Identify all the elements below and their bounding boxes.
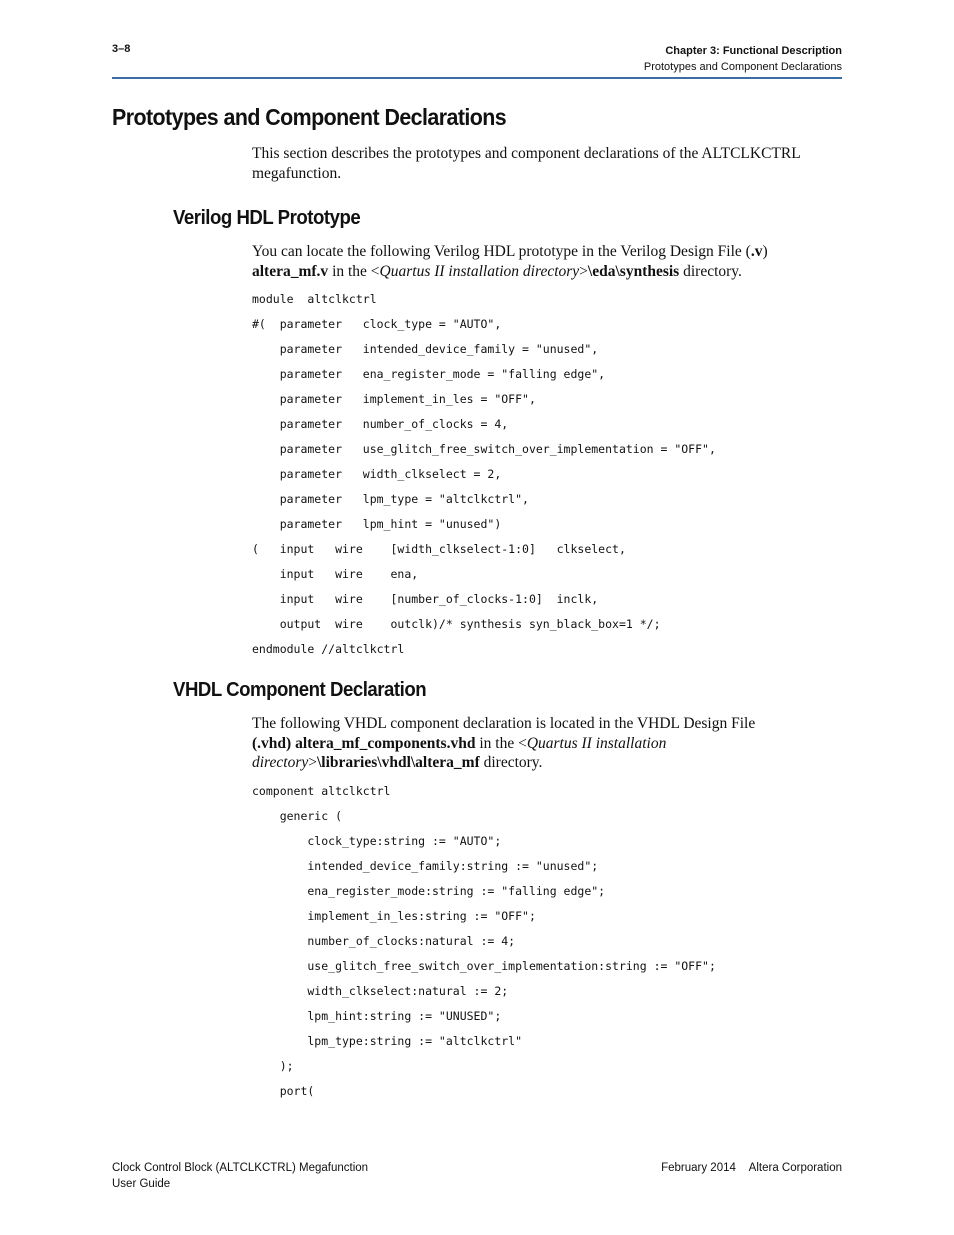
vhdl-heading: VHDL Component Declaration [173,679,427,701]
vhdl-code-line: lpm_type:string := "altclkctrl" [252,1034,523,1048]
vhdl-code-line: lpm_hint:string := "UNUSED"; [252,1009,502,1023]
footer-left [112,1160,368,1192]
footer-date: February 2014 [661,1162,736,1174]
verilog-code-line: endmodule //altclkctrl [252,642,405,656]
vhdl-code-line: number_of_clocks:natural := 4; [252,934,516,948]
verilog-code-line: parameter intended_device_family = "unused", [252,342,599,356]
footer-company: Altera Corporation [748,1162,842,1174]
verilog-code-line: parameter use_glitch_free_switch_over_implementation = "OFF", [252,442,716,456]
verilog-code-line: parameter implement_in_les = "OFF", [252,392,536,406]
footer-doc-title: Clock Control Block (ALTCLKCTRL) Megafunction [112,1162,369,1174]
footer-right [661,1160,842,1176]
header-rule [112,77,842,79]
verilog-code-line: parameter lpm_type = "altclkctrl", [252,492,529,506]
vhdl-code-line: component altclkctrl [252,784,391,798]
vhdl-paragraph: The following VHDL component declaration is located in the VHDL Design File (.vhd) altera_mf_components.vhd in the <Quartus II installation directory>\libraries\vhdl\altera_mf directory. [252,715,756,771]
verilog-heading: Verilog HDL Prototype [173,207,361,229]
verilog-code-line: output wire outclk)/* synthesis syn_black_box=1 */; [252,617,661,631]
chapter-title: Chapter 3: Functional Description [665,45,842,57]
verilog-code-line: input wire ena, [252,567,419,581]
running-header [644,43,842,75]
verilog-code-line: input wire [number_of_clocks-1:0] inclk, [252,592,599,606]
footer-doc-type: User Guide [112,1178,171,1190]
vhdl-code-line: intended_device_family:string := "unused"; [252,859,599,873]
vhdl-code-line: clock_type:string := "AUTO"; [252,834,502,848]
verilog-code-line: parameter ena_register_mode = "falling edge", [252,367,606,381]
vhdl-code-line: ); [252,1059,294,1073]
verilog-code-line: ( input wire [width_clkselect-1:0] clkselect, [252,542,626,556]
vhdl-code-line: generic ( [252,809,343,823]
intro-paragraph: This section describes the prototypes and component declarations of the ALTCLKCTRL megafunction. [252,145,801,182]
page-title: Prototypes and Component Declarations [112,104,507,130]
page-number: 3–8 [112,43,131,55]
vhdl-code-line: width_clkselect:natural := 2; [252,984,509,998]
verilog-code-line: parameter lpm_hint = "unused") [252,517,502,531]
vhdl-code-line: ena_register_mode:string := "falling edge"; [252,884,606,898]
verilog-code-line: #( parameter clock_type = "AUTO", [252,317,502,331]
vhdl-code-line: port( [252,1084,315,1098]
verilog-paragraph: You can locate the following Verilog HDL prototype in the Verilog Design File (.v) altera_mf.v in the <Quartus II installation directory>\eda\synthesis directory. [252,243,768,280]
vhdl-code-line: use_glitch_free_switch_over_implementation:string := "OFF"; [252,959,716,973]
verilog-code-line: module altclkctrl [252,292,377,306]
verilog-code-line: parameter number_of_clocks = 4, [252,417,509,431]
section-title: Prototypes and Component Declarations [643,61,842,73]
verilog-code-line: parameter width_clkselect = 2, [252,467,502,481]
vhdl-code-line: implement_in_les:string := "OFF"; [252,909,536,923]
